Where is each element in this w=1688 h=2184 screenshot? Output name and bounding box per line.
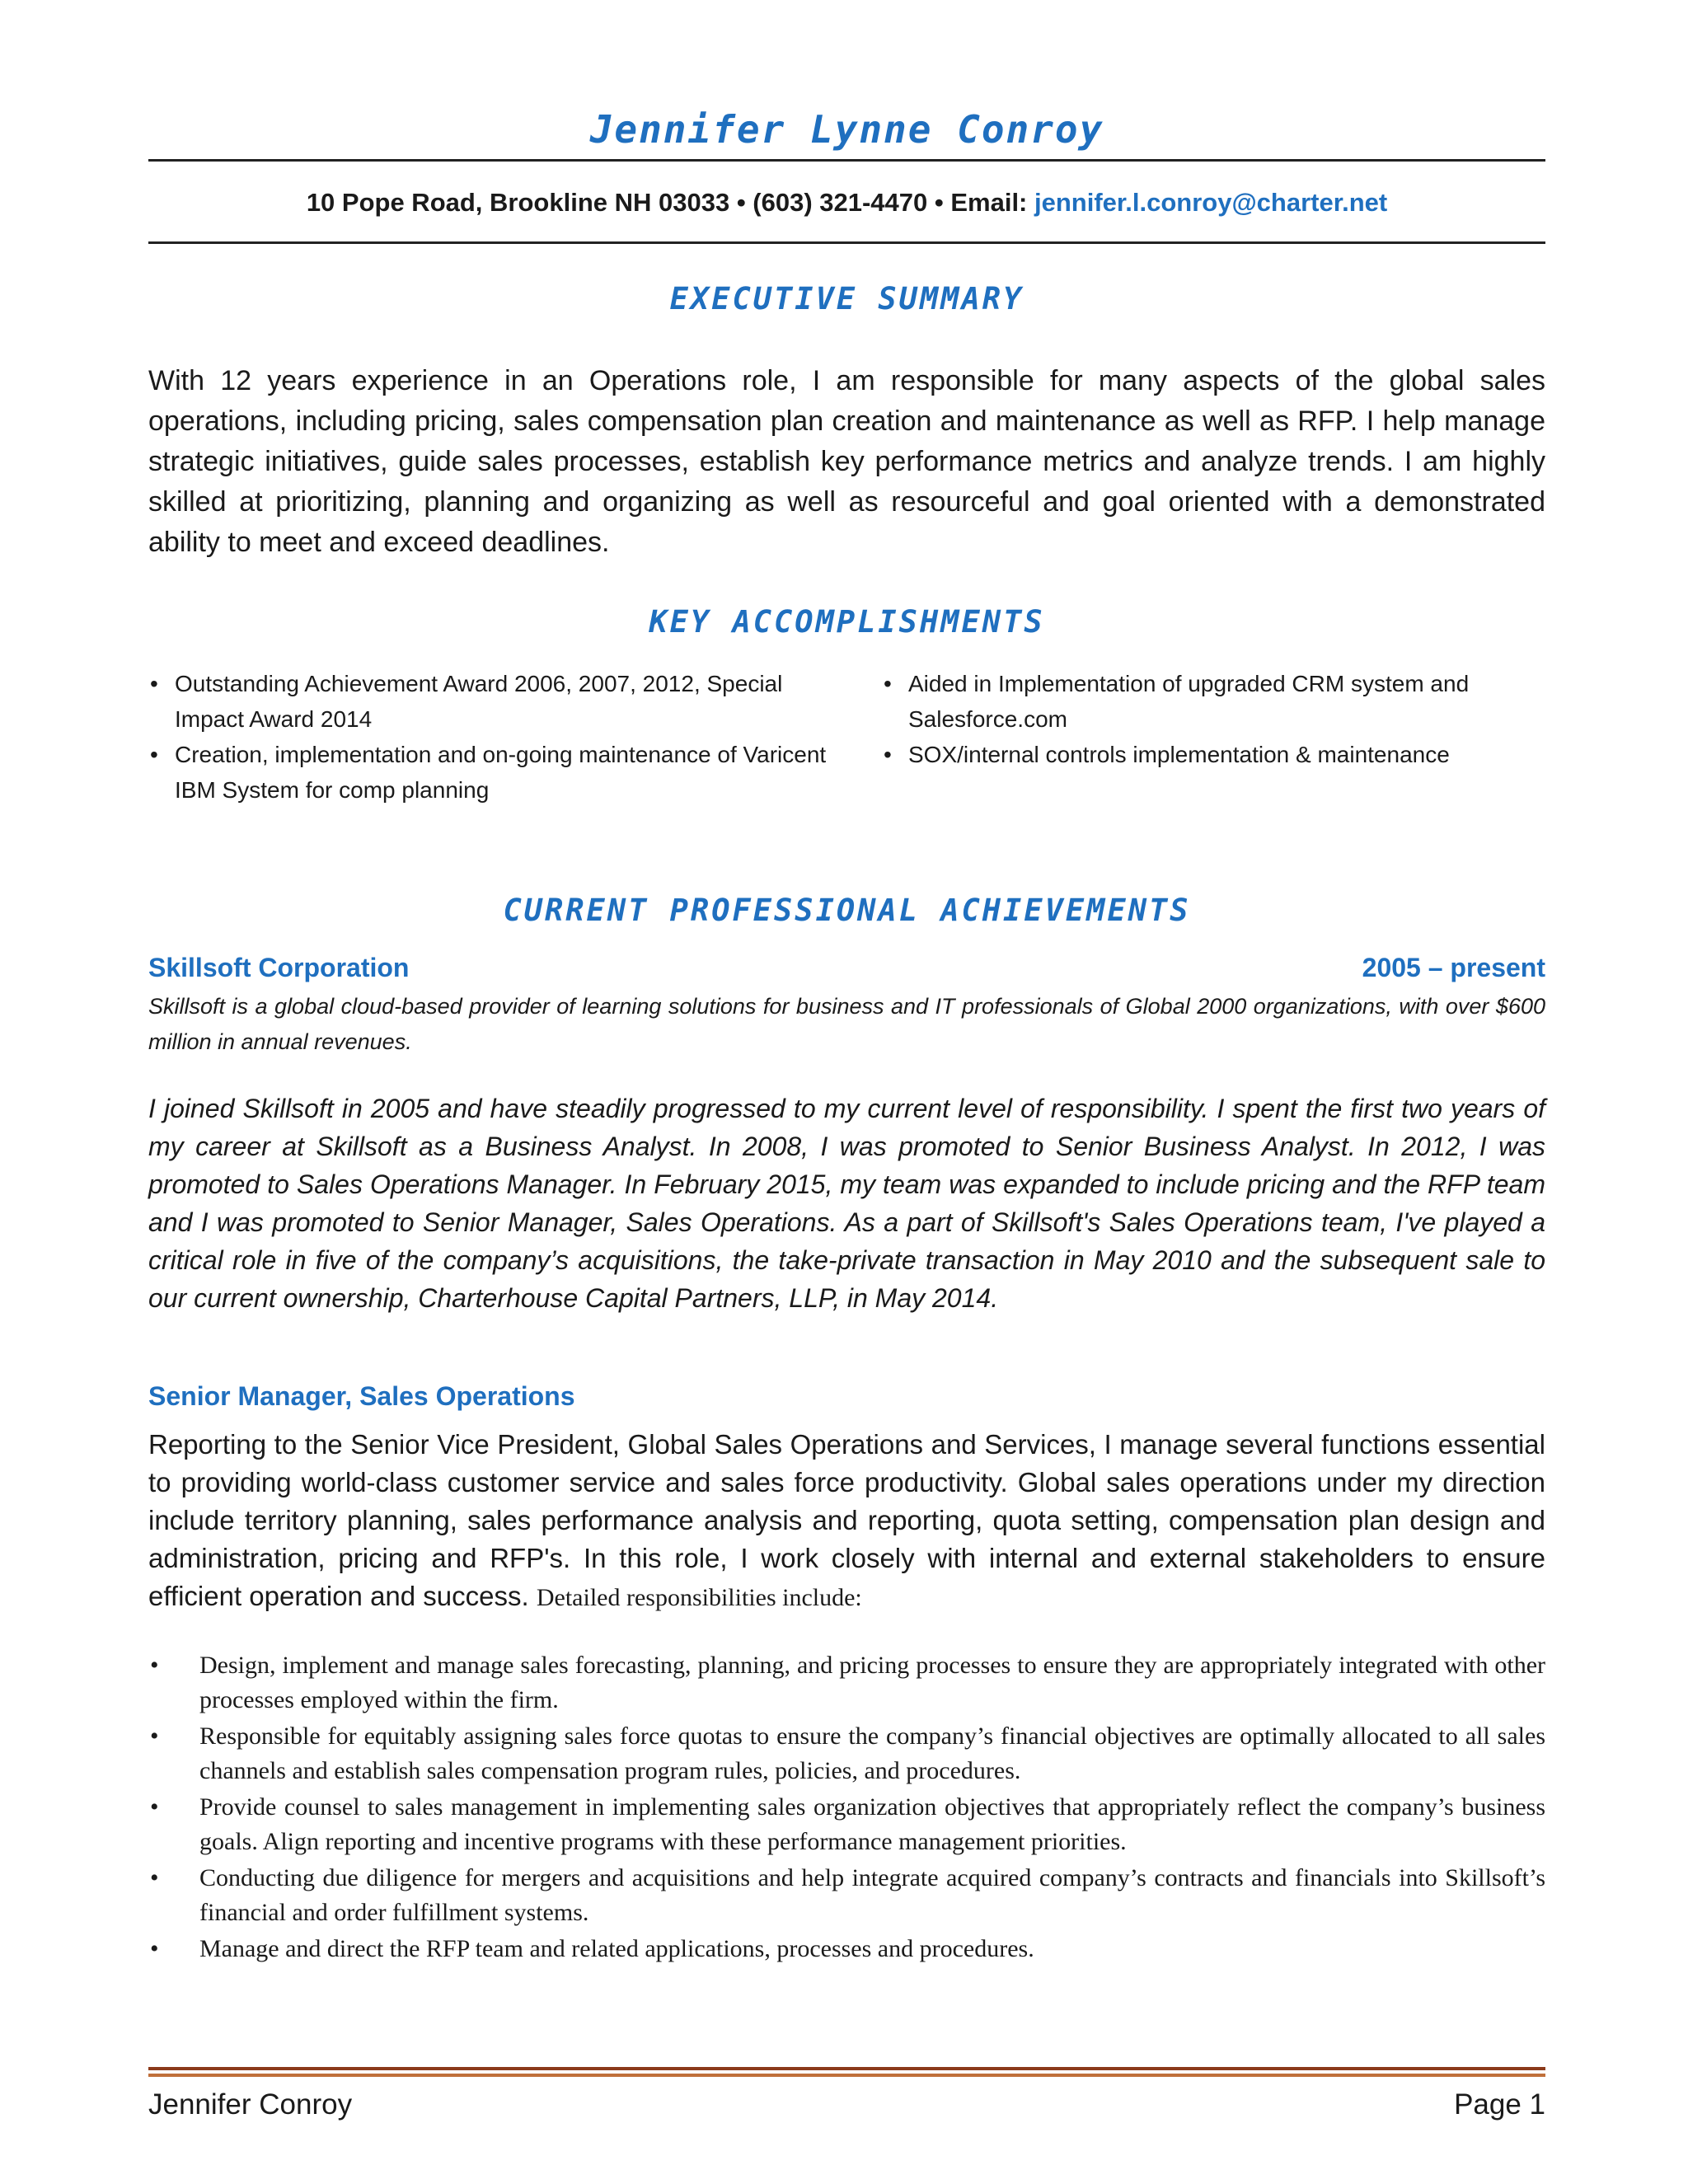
footer-author: Jennifer Conroy — [148, 2088, 353, 2121]
list-item: • SOX/internal controls implementation & maintenance — [884, 737, 1543, 772]
accomplishments-right-column — [884, 666, 1543, 772]
header-divider-top — [148, 159, 1545, 162]
list-item: • Creation, implementation and on-going maintenance of Varicent IBM System for comp planning — [150, 737, 846, 808]
list-item: • Responsible for equitably assigning sales force quotas to ensure the company’s financial objectives are optimally allocated to all sales channels and establish sales compensation program rules, policies, and procedures. — [148, 1719, 1545, 1788]
contact-line — [148, 188, 1545, 218]
list-item: • Design, implement and manage sales forecasting, planning, and pricing processes to ensure they are appropriately integrated with other processes employed within the firm. — [148, 1648, 1545, 1718]
executive-summary-heading: EXECUTIVE SUMMARY — [669, 281, 1025, 316]
contact-details: 10 Pope Road, Brookline NH 03033 • (603) 321-4470 • Email: — [306, 188, 1034, 217]
header-divider-bottom — [148, 241, 1545, 244]
current-achievements-heading: CURRENT PROFESSIONAL ACHIEVEMENTS — [503, 893, 1191, 928]
responsibilities-list — [148, 1648, 1545, 1968]
footer-divider-accent — [148, 2074, 1545, 2077]
candidate-name: Jennifer Lynne Conroy — [589, 107, 1104, 152]
company-row — [148, 953, 1545, 983]
list-item: • Aided in Implementation of upgraded CRM system and Salesforce.com — [884, 666, 1543, 737]
role-summary-text: Reporting to the Senior Vice President, Global Sales Operations and Services, I manage several functions essential to providing world-class customer service and sales force productivity. Global sales operations under my direction include territory planning, sales performance analysis and reporting, quota setting, compensation plan design and administration, pricing and RFP's. In this role, I work closely with internal and external stakeholders to ensure efficient operation and success. — [148, 1429, 1545, 1611]
key-accomplishments-heading: KEY ACCOMPLISHMENTS — [649, 604, 1045, 640]
role-title: Senior Manager, Sales Operations — [148, 1381, 575, 1411]
executive-summary-text: With 12 years experience in an Operations role, I am responsible for many aspects of the global sales operations, including pricing, sales compensation plan creation and maintenance as well as RFP. I help manage strategic initiatives, guide sales processes, establish key performance metrics and analyze trends. I am highly skilled at prioritizing, planning and organizing as well as resourceful and goal oriented with a demonstrated ability to meet and exceed deadlines. — [148, 365, 1545, 558]
page-footer — [148, 2088, 1545, 2121]
list-item: • Provide counsel to sales management in implementing sales organization objectives that appropriately reflect the company’s business goals. Align reporting and incentive programs with these performance management priorities. — [148, 1790, 1545, 1859]
page-number: Page 1 — [1454, 2088, 1545, 2121]
list-item: • Outstanding Achievement Award 2006, 2007, 2012, Special Impact Award 2014 — [150, 666, 846, 737]
career-narrative: I joined Skillsoft in 2005 and have steadily progressed to my current level of responsibility. I spent the first two years of my career at Skillsoft as a Business Analyst. In 2008, I was promoted to Senior Business Analyst. In 2012, I was promoted to Sales Operations Manager. In February 2015, my team was expanded to include pricing and the RFP team and I was promoted to Senior Manager, Sales Operations. As a part of Skillsoft's Sales Operations team, I've played a critical role in five of the company’s acquisitions, the take-private transaction in May 2010 and the subsequent sale to our current ownership, Charterhouse Capital Partners, LLP, in May 2014. — [148, 1094, 1545, 1313]
footer-divider — [148, 2067, 1545, 2070]
company-name: Skillsoft Corporation — [148, 953, 410, 982]
list-item: • Manage and direct the RFP team and related applications, processes and procedures. — [148, 1932, 1545, 1966]
email-link[interactable]: jennifer.l.conroy@charter.net — [1034, 188, 1388, 217]
company-description: Skillsoft is a global cloud-based provider of learning solutions for business and IT professionals of Global 2000 organizations, with over $600 million in annual revenues. — [148, 994, 1545, 1054]
list-item: • Conducting due diligence for mergers and acquisitions and help integrate acquired company’s contracts and financials into Skillsoft’s financial and order fulfillment systems. — [148, 1861, 1545, 1930]
role-summary-tail: Detailed responsibilities include: — [536, 1584, 862, 1611]
employment-dates: 2005 – present — [1362, 953, 1545, 982]
resume-page — [148, 0, 1545, 2184]
accomplishments-left-column — [150, 666, 846, 808]
role-summary — [148, 1426, 1545, 1617]
